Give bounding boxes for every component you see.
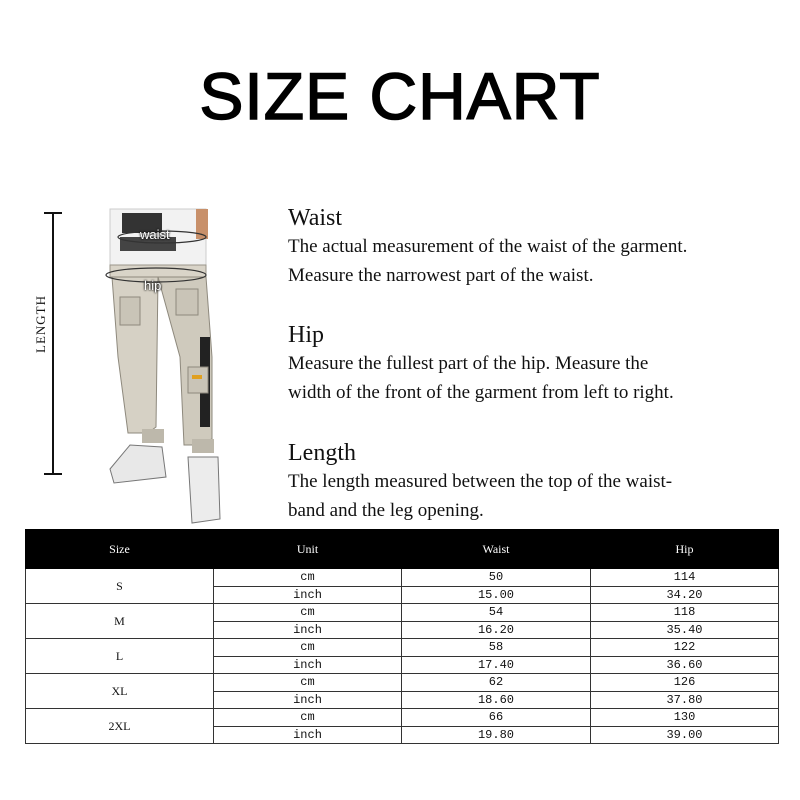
length-line-1: The length measured between the top of the waist-: [288, 471, 673, 492]
table-row: [26, 604, 779, 622]
header-waist: Waist: [402, 530, 591, 569]
table-header-row: [26, 530, 779, 569]
unit-cell: cm: [214, 639, 402, 657]
size-cell: S: [26, 569, 214, 604]
unit-cell: inch: [214, 726, 402, 744]
waist-cell: 18.60: [402, 691, 591, 709]
hip-cell: 37.80: [591, 691, 779, 709]
unit-cell: cm: [214, 569, 402, 587]
hip-cell: 122: [591, 639, 779, 657]
page-title: SIZE CHART: [199, 59, 601, 133]
unit-cell: cm: [214, 674, 402, 692]
hip-cell: 118: [591, 604, 779, 622]
waist-cell: 19.80: [402, 726, 591, 744]
table-row: [26, 709, 779, 727]
unit-cell: inch: [214, 691, 402, 709]
length-description: [288, 439, 788, 525]
hip-line-2: width of the front of the garment from left to right.: [288, 382, 674, 403]
length-gauge-label: LENGTH: [33, 295, 48, 353]
length-gauge-top-cap: [44, 212, 62, 214]
header-unit: Unit: [214, 530, 402, 569]
hip-cell: 35.40: [591, 621, 779, 639]
unit-cell: cm: [214, 604, 402, 622]
product-photo: [100, 207, 230, 527]
length-heading: Length: [288, 440, 356, 466]
unit-cell: inch: [214, 621, 402, 639]
hip-cell: 39.00: [591, 726, 779, 744]
hip-cell: 114: [591, 569, 779, 587]
waist-tag: waist: [140, 227, 170, 242]
size-table: [25, 529, 779, 744]
size-cell: M: [26, 604, 214, 639]
size-cell: 2XL: [26, 709, 214, 744]
hip-line-1: Measure the fullest part of the hip. Measure the: [288, 353, 649, 374]
size-cell: XL: [26, 674, 214, 709]
waist-cell: 17.40: [402, 656, 591, 674]
size-cell: L: [26, 639, 214, 674]
hip-description: [288, 321, 788, 407]
waist-cell: 15.00: [402, 586, 591, 604]
waist-line-2: Measure the narrowest part of the waist.: [288, 265, 594, 286]
length-gauge-bottom-cap: [44, 473, 62, 475]
unit-cell: inch: [214, 656, 402, 674]
hip-tag: hip: [144, 278, 162, 293]
hip-heading: Hip: [288, 322, 324, 348]
waist-cell: 50: [402, 569, 591, 587]
table-row: [26, 639, 779, 657]
waist-heading: Waist: [288, 205, 343, 231]
hip-cell: 34.20: [591, 586, 779, 604]
hip-cell: 130: [591, 709, 779, 727]
hip-cell: 36.60: [591, 656, 779, 674]
unit-cell: cm: [214, 709, 402, 727]
table-row: [26, 569, 779, 587]
unit-cell: inch: [214, 586, 402, 604]
waist-cell: 62: [402, 674, 591, 692]
hip-cell: 126: [591, 674, 779, 692]
waist-cell: 16.20: [402, 621, 591, 639]
header-size: Size: [26, 530, 214, 569]
waist-description: [288, 204, 788, 290]
waist-line-1: The actual measurement of the waist of the garment.: [288, 236, 688, 257]
waist-cell: 58: [402, 639, 591, 657]
table-row: [26, 674, 779, 692]
waist-cell: 54: [402, 604, 591, 622]
waist-cell: 66: [402, 709, 591, 727]
header-hip: Hip: [591, 530, 779, 569]
length-line-2: band and the leg opening.: [288, 500, 484, 521]
